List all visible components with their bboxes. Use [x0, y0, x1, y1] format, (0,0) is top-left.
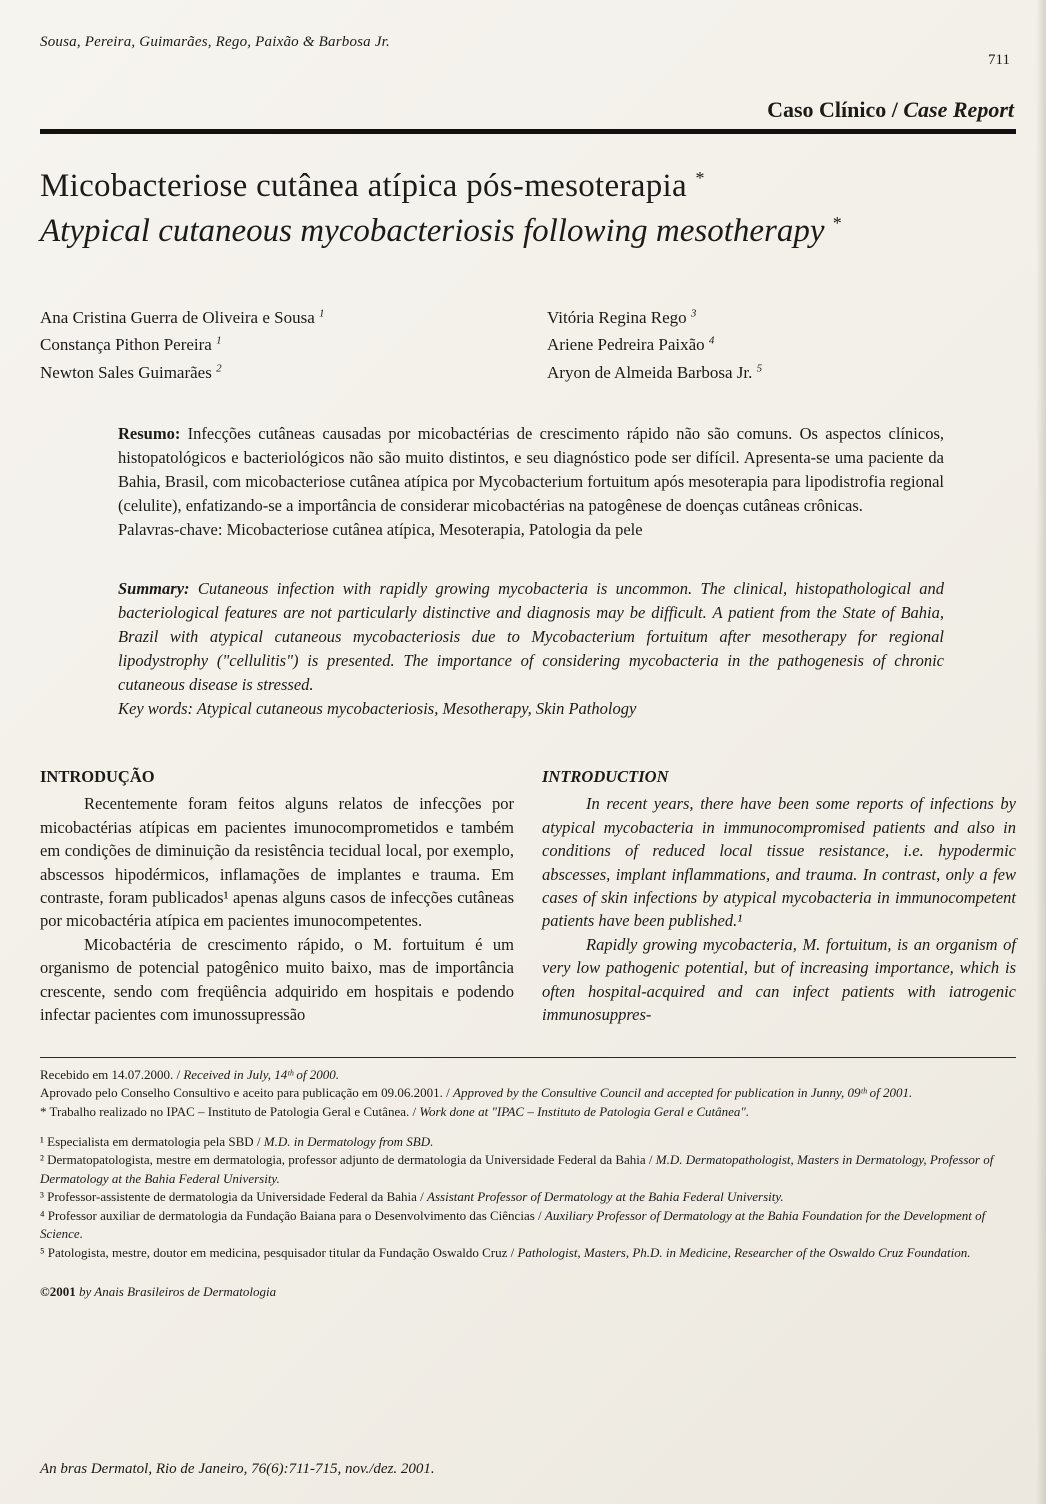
footnote-pt: ³ Professor-assistente de dermatologia da Universidade Federal da Bahia /: [40, 1189, 428, 1205]
author-affiliation-mark: 5: [756, 361, 763, 374]
author-affiliation-mark: 4: [708, 334, 715, 347]
author-affiliation-mark: 1: [216, 334, 222, 347]
footnote-en: Pathologist, Masters, Ph.D. in Medicine, Researcher of the Oswaldo Cruz Foundation.: [517, 1244, 971, 1260]
authors-left-column: [40, 304, 509, 386]
running-head: Sousa, Pereira, Guimarães, Rego, Paixão & Barbosa Jr.: [40, 34, 391, 50]
copyright-holder: by Anais Brasileiros de Dermatologia: [75, 1284, 277, 1300]
section-rule: [40, 129, 1016, 134]
footnote-pt: ⁵ Patologista, mestre, doutor em medicina, pesquisador titular da Fundação Oswaldo Cruz /: [40, 1244, 518, 1260]
page-number: 711: [988, 52, 1010, 68]
footnote-pt: Recebido em 14.07.2000. /: [40, 1066, 184, 1082]
footnote-pt: ⁴ Professor auxiliar de dermatologia da Fundação Baiana para o Desenvolvimento das Ciências /: [40, 1207, 545, 1223]
author-affiliation-mark: 3: [690, 307, 697, 320]
author-name: Vitória Regina Rego: [547, 308, 687, 328]
article-title-pt: [40, 168, 1016, 205]
title-block: [40, 168, 1016, 252]
scan-edge-shadow: [1036, 0, 1046, 1504]
body-column-english: [542, 765, 1016, 1027]
author: [40, 359, 509, 386]
article-title-en: [40, 211, 910, 252]
paragraph: Recentemente foram feitos alguns relatos de infecções por micobactérias atípicas em pacientes imunocomprometidos e também em condições de diminuição da resistência tecidual local, por exemplo, abscessos hipodérmicos, inflamações de implantes e trauma. Em contraste, foram publicados¹ apenas alguns casos de infecções cutâneas por micobactéria atípica em pacientes imunocompetentes.: [40, 794, 514, 931]
footnote-en: M.D. in Dermatology from SBD.: [263, 1133, 434, 1149]
footnote-pt: ¹ Especialista em dermatologia pela SBD /: [40, 1133, 264, 1149]
copyright-year: ©2001: [40, 1284, 76, 1300]
author-name: Ana Cristina Guerra de Oliveira e Sousa: [40, 308, 315, 328]
author-name: Newton Sales Guimarães: [40, 362, 212, 382]
article-body: [40, 765, 1016, 1027]
footnote-affiliation-4: [40, 1207, 1016, 1244]
abstract-resumo: [118, 422, 944, 542]
paragraph: Micobactéria de crescimento rápido, o M. fortuitum é um organismo de potencial patogênico muito baixo, mas de importância crescente, sendo com freqüência adquirido em hospitais e podendo infectar pacientes com imunossupressão: [40, 934, 514, 1025]
footnote-en: Auxiliary Professor of Dermatology at the Bahia Foundation for the Development of Science.: [40, 1207, 986, 1242]
footnote-received: [40, 1066, 1016, 1084]
footnote-en: Assistant Professor of Dermatology at the Bahia Federal University.: [427, 1189, 784, 1205]
article-title-en-text: Atypical cutaneous mycobacteriosis following mesotherapy: [40, 213, 825, 249]
footnote-en: Approved by the Consultive Council and accepted for publication in Junny, 09ᵗʰ of 2001.: [453, 1085, 913, 1101]
author-name: Ariene Pedreira Paixão: [547, 335, 705, 355]
authors-right-column: [509, 304, 1016, 386]
footnote-pt: * Trabalho realizado no IPAC – Instituto de Patologia Geral e Cutânea. /: [40, 1103, 420, 1119]
author: [547, 331, 1016, 358]
author-affiliation-mark: 1: [319, 307, 325, 320]
key-words-label: Key words:: [118, 699, 194, 719]
footnote-en: M.D. Dermatopathologist, Masters in Dermatology, Professor of Dermatology at the Bahia Federal University.: [40, 1152, 994, 1186]
author-name: Constança Pithon Pereira: [40, 335, 212, 355]
paragraph: In recent years, there have been some reports of infections by atypical mycobacteria in immunocompromised patients and also in conditions of reduced local tissue resistance, i.e. hypodermic abscesses, implant inflammations, and trauma. In contrast, only a few cases of skin infections by atypical mycobacteria in immunocompetent patients have been published.¹: [542, 794, 1016, 931]
author-name: Aryon de Almeida Barbosa Jr.: [547, 362, 753, 382]
palavras-chave-label: Palavras-chave:: [118, 519, 223, 539]
footnotes-block: [40, 1066, 1016, 1263]
key-words-text: Atypical cutaneous mycobacteriosis, Mesotherapy, Skin Pathology: [193, 699, 637, 719]
palavras-chave-text: Micobacteriose cutânea atípica, Mesoterapia, Patologia da pele: [222, 519, 643, 539]
footnote-en: Work done at "IPAC – Instituto de Patologia Geral e Cutânea".: [419, 1103, 750, 1119]
footnote-en: Received in July, 14ᵗʰ of 2000.: [183, 1066, 340, 1082]
footnote-affiliation-5: [40, 1244, 1016, 1262]
footnote-affiliation-3: [40, 1188, 1016, 1206]
author: [40, 304, 509, 331]
author: [547, 304, 1016, 331]
footnote-affiliation-2: [40, 1151, 1016, 1188]
subtitle-asterisk: *: [832, 213, 842, 233]
article-title-pt-text: Micobacteriose cutânea atípica pós-mesoterapia: [40, 168, 687, 204]
journal-citation-footer: An bras Dermatol, Rio de Janeiro, 76(6):711-715, nov./dez. 2001.: [40, 1461, 435, 1477]
paragraph: Rapidly growing mycobacteria, M. fortuitum, is an organism of very low pathogenic potential, but of increasing importance, which is often hospital-acquired and can infect patients with iatrogenic immunosuppres-: [542, 934, 1016, 1025]
summary-text: Cutaneous infection with rapidly growing mycobacteria is uncommon. The clinical, histopathological and bacteriological features are not particularly distinctive and diagnosis may be difficult. A patient from the State of Bahia, Brazil with atypical cutaneous mycobacteriosis due to Mycobacterium fortuitum after mesotherapy for regional lipodystrophy ("cellulitis") is presented. The importance of considering mycobacteria in the pathogenesis of chronic cutaneous disease is stressed.: [118, 579, 944, 695]
author: [547, 359, 1016, 386]
title-asterisk: *: [695, 168, 705, 188]
section-banner-en: Case Report: [903, 97, 1014, 122]
footnote-pt: ² Dermatopatologista, mestre em dermatologia, professor adjunto de dermatologia da Universidade Federal da Bahia /: [40, 1152, 656, 1168]
resumo-text: Infecções cutâneas causadas por micobactérias de crescimento rápido não são comuns. Os aspectos clínicos, histopatológicos e bacteriológicos não são muito distintos, e seu diagnóstico pode ser difícil. Apresenta-se uma paciente da Bahia, Brasil, com micobacteriose cutânea atípica por Mycobacterium fortuitum após mesoterapia para lipodistrofia regional (celulite), enfatizando-se a importância de considerar micobactérias na patogênese de doenças cutâneas crônicas.: [118, 423, 944, 515]
page-header: [40, 34, 1016, 69]
resumo-label: Resumo:: [118, 423, 181, 443]
author: [40, 331, 509, 358]
section-banner: [40, 97, 1016, 123]
copyright-line: [40, 1284, 1016, 1300]
footnote-pt: Aprovado pelo Conselho Consultivo e aceito para publicação em 09.06.2001. /: [40, 1085, 454, 1101]
key-words-line: [118, 697, 944, 721]
footnote-approved: [40, 1084, 1016, 1102]
body-column-portuguese: [40, 765, 514, 1027]
footnote-affiliation-1: [40, 1133, 1016, 1151]
author-affiliation-mark: 2: [216, 361, 222, 374]
section-banner-pt: Caso Clínico /: [767, 97, 904, 122]
introducao-heading: INTRODUÇÃO: [40, 766, 155, 786]
summary-label: Summary:: [118, 579, 190, 599]
palavras-chave-line: [118, 518, 944, 542]
footnote-rule: [40, 1057, 1016, 1058]
abstract-summary: [118, 577, 944, 721]
footnote-work-done: [40, 1103, 1016, 1121]
introduction-heading: INTRODUCTION: [542, 766, 669, 786]
authors-block: [40, 304, 1016, 386]
